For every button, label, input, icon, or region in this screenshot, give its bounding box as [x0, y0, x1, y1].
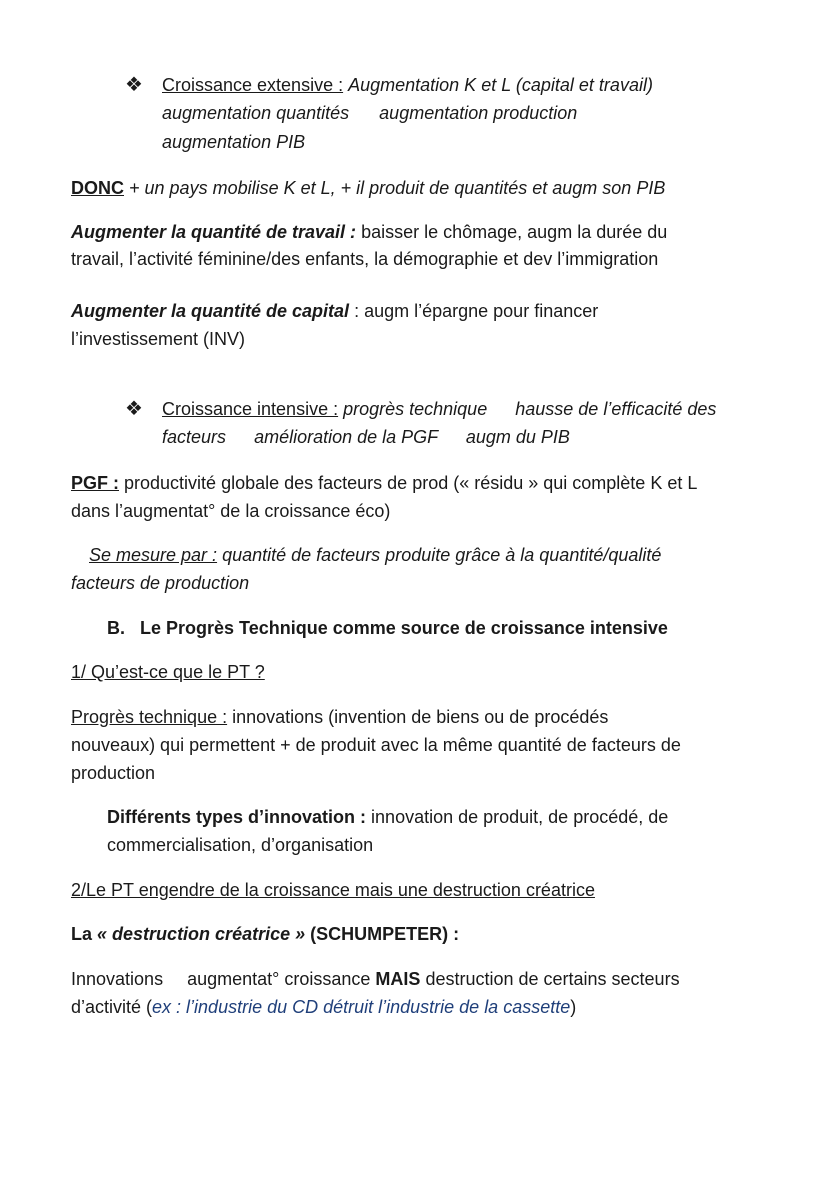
donc-text: + un pays mobilise K et L, + il produit de quantités et augm son PIB	[129, 178, 666, 198]
intensive-line-2	[162, 426, 570, 448]
innovations-part2: augmentat° croissance	[187, 969, 371, 989]
mesure-line-1	[89, 544, 661, 566]
bullet-icon: ❖	[125, 398, 143, 420]
intensive-text-1b: hausse de l’efficacité des	[515, 399, 717, 419]
extensive-text-2a: augmentation quantités	[162, 103, 350, 123]
pgf-text-1: productivité globale des facteurs de prod (« résidu » qui complète K et L	[124, 473, 698, 493]
progres-line-3: production	[71, 763, 156, 783]
travail-label: Augmenter la quantité de travail :	[71, 222, 357, 242]
capital-line-2: l’investissement (INV)	[71, 329, 246, 349]
extensive-label: Croissance extensive :	[162, 75, 344, 95]
innovations-line-1	[71, 968, 680, 990]
pgf-line-2: dans l’augmentat° de la croissance éco)	[71, 501, 391, 521]
travail-line-2: travail, l’activité féminine/des enfants, la démographie et dev l’immigration	[71, 249, 659, 269]
innovations-line-2	[71, 996, 576, 1018]
innovations-part1: Innovations	[71, 969, 164, 989]
extensive-text-2b: augmentation production	[379, 103, 578, 123]
bullet-icon: ❖	[125, 74, 143, 96]
section-b-heading: B. Le Progrès Technique comme source de croissance intensive	[107, 618, 668, 638]
extensive-line-2	[162, 102, 577, 124]
innovations-part3: destruction de certains secteurs	[425, 969, 680, 989]
intensive-text-2c: augm du PIB	[465, 427, 570, 447]
types-label: Différents types d’innovation :	[107, 807, 367, 827]
travail-line-1	[71, 221, 667, 243]
destruction-prefix: La	[71, 924, 93, 944]
progres-line-1	[71, 706, 608, 728]
mesure-line-2: facteurs de production	[71, 573, 250, 593]
types-line-2: commercialisation, d’organisation	[107, 835, 374, 855]
types-line-1	[107, 806, 668, 828]
intensive-text-2a: facteurs	[162, 427, 227, 447]
innovations-mais: MAIS	[375, 969, 421, 989]
intensive-text-1a: progrès technique	[343, 399, 488, 419]
capital-line-1	[71, 300, 598, 322]
innovations-example: ex : l’industrie du CD détruit l’industrie de la cassette	[152, 997, 571, 1017]
destruction-heading	[71, 923, 459, 945]
donc-line	[71, 177, 665, 199]
innovations-line2b: )	[570, 997, 577, 1017]
intensive-line-1	[162, 398, 716, 420]
question-2-heading: 2/Le PT engendre de la croissance mais une destruction créatrice	[71, 880, 595, 900]
capital-text-1: : augm l’épargne pour financer	[354, 301, 599, 321]
innovations-line2a: d’activité (	[71, 997, 153, 1017]
capital-label: Augmenter la quantité de capital	[71, 301, 350, 321]
extensive-line-3: augmentation PIB	[162, 132, 306, 152]
question-1-heading: 1/ Qu’est-ce que le PT ?	[71, 662, 265, 682]
destruction-suffix: (SCHUMPETER) :	[310, 924, 460, 944]
travail-text-1: baisser le chômage, augm la durée du	[361, 222, 668, 242]
pgf-line-1	[71, 472, 697, 494]
pgf-label: PGF :	[71, 473, 119, 493]
extensive-text-1: Augmentation K et L (capital et travail)	[348, 75, 653, 95]
mesure-text-1: quantité de facteurs produite grâce à la quantité/qualité	[222, 545, 662, 565]
progres-line-2: nouveaux) qui permettent + de produit avec la même quantité de facteurs de	[71, 735, 681, 755]
extensive-line-1	[162, 74, 653, 96]
progres-text-1: innovations (invention de biens ou de procédés	[232, 707, 609, 727]
types-text-1: innovation de produit, de procédé, de	[371, 807, 669, 827]
donc-label: DONC	[71, 178, 124, 198]
mesure-label: Se mesure par :	[89, 545, 218, 565]
intensive-text-2b: amélioration de la PGF	[254, 427, 438, 447]
destruction-italic: « destruction créatrice »	[97, 924, 306, 944]
intensive-label: Croissance intensive :	[162, 399, 339, 419]
progres-label: Progrès technique :	[71, 707, 228, 727]
